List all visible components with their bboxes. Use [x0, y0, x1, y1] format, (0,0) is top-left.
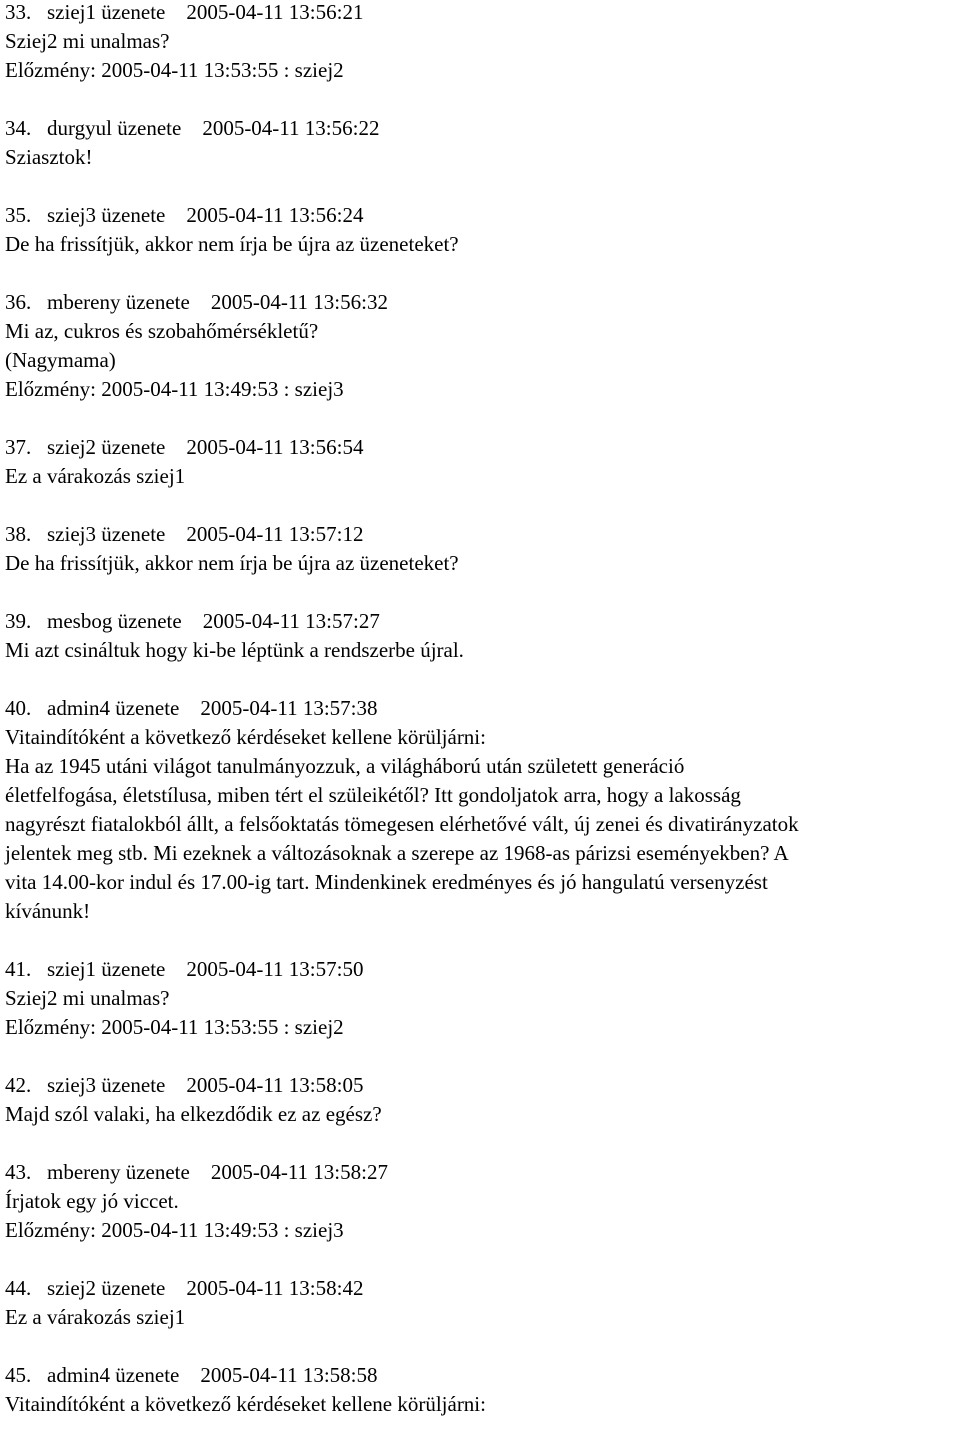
message-header: 43. mbereny üzenete 2005-04-11 13:58:27: [5, 1160, 388, 1184]
message-reference: Előzmény: 2005-04-11 13:53:55 : sziej2: [5, 1015, 344, 1039]
message-36: [5, 288, 957, 404]
message-40: [5, 694, 957, 926]
message-33: [5, 0, 957, 85]
message-37: [5, 433, 957, 491]
message-text: De ha frissítjük, akkor nem írja be újra az üzeneteket?: [5, 551, 459, 575]
message-log: [5, 0, 957, 1448]
message-text: Vitaindítóként a következő kérdéseket kellene körüljárni:: [5, 725, 486, 749]
message-text: Vitaindítóként a következő kérdéseket kellene körüljárni:: [5, 1392, 486, 1416]
message-header: 45. admin4 üzenete 2005-04-11 13:58:58: [5, 1363, 378, 1387]
message-text: Ha az 1945 utáni világot tanulmányozzuk, a világháború után született generáció: [5, 754, 685, 778]
message-header: 41. sziej1 üzenete 2005-04-11 13:57:50: [5, 957, 364, 981]
message-text: Írjatok egy jó viccet.: [5, 1189, 179, 1213]
message-reference: Előzmény: 2005-04-11 13:49:53 : sziej3: [5, 1218, 344, 1242]
message-text: Ez a várakozás sziej1: [5, 464, 186, 488]
message-text: (Nagymama): [5, 348, 116, 372]
message-41: [5, 955, 957, 1042]
message-text: Mi az, cukros és szobahőmérsékletű?: [5, 319, 319, 343]
message-reference: Előzmény: 2005-04-11 13:53:55 : sziej2: [5, 58, 344, 82]
message-text: vita 14.00-kor indul és 17.00-ig tart. Mindenkinek eredményes és jó hangulatú versenyzést: [5, 870, 768, 894]
message-text: Ez a várakozás sziej1: [5, 1305, 186, 1329]
message-text: Sziej2 mi unalmas?: [5, 29, 170, 53]
message-43: [5, 1158, 957, 1245]
message-header: 40. admin4 üzenete 2005-04-11 13:57:38: [5, 696, 378, 720]
message-45: [5, 1361, 957, 1419]
message-text: jelentek meg stb. Mi ezeknek a változásoknak a szerepe az 1968-as párizsi eseményekben? A: [5, 841, 789, 865]
message-text: kívánunk!: [5, 899, 91, 923]
message-35: [5, 201, 957, 259]
message-header: 34. durgyul üzenete 2005-04-11 13:56:22: [5, 116, 380, 140]
message-reference: Előzmény: 2005-04-11 13:49:53 : sziej3: [5, 377, 344, 401]
message-text: Mi azt csináltuk hogy ki-be léptünk a rendszerbe újral.: [5, 638, 464, 662]
message-42: [5, 1071, 957, 1129]
message-header: 36. mbereny üzenete 2005-04-11 13:56:32: [5, 290, 388, 314]
message-44: [5, 1274, 957, 1332]
message-38: [5, 520, 957, 578]
message-text: Sziasztok!: [5, 145, 93, 169]
message-header: 39. mesbog üzenete 2005-04-11 13:57:27: [5, 609, 380, 633]
message-header: 44. sziej2 üzenete 2005-04-11 13:58:42: [5, 1276, 364, 1300]
message-text: Sziej2 mi unalmas?: [5, 986, 170, 1010]
message-34: [5, 114, 957, 172]
message-header: 42. sziej3 üzenete 2005-04-11 13:58:05: [5, 1073, 364, 1097]
message-header: 35. sziej3 üzenete 2005-04-11 13:56:24: [5, 203, 364, 227]
message-text: Majd szól valaki, ha elkezdődik ez az egész?: [5, 1102, 382, 1126]
message-header: 33. sziej1 üzenete 2005-04-11 13:56:21: [5, 0, 364, 24]
message-text: nagyrészt fiatalokból állt, a felsőoktatás tömegesen elérhetővé vált, új zenei és divatirányzatok: [5, 812, 799, 836]
message-39: [5, 607, 957, 665]
message-header: 38. sziej3 üzenete 2005-04-11 13:57:12: [5, 522, 364, 546]
message-text: De ha frissítjük, akkor nem írja be újra az üzeneteket?: [5, 232, 459, 256]
message-header: 37. sziej2 üzenete 2005-04-11 13:56:54: [5, 435, 364, 459]
message-text: életfelfogása, életstílusa, miben tért el szüleikétől? Itt gondoljatok arra, hogy a lakosság: [5, 783, 741, 807]
